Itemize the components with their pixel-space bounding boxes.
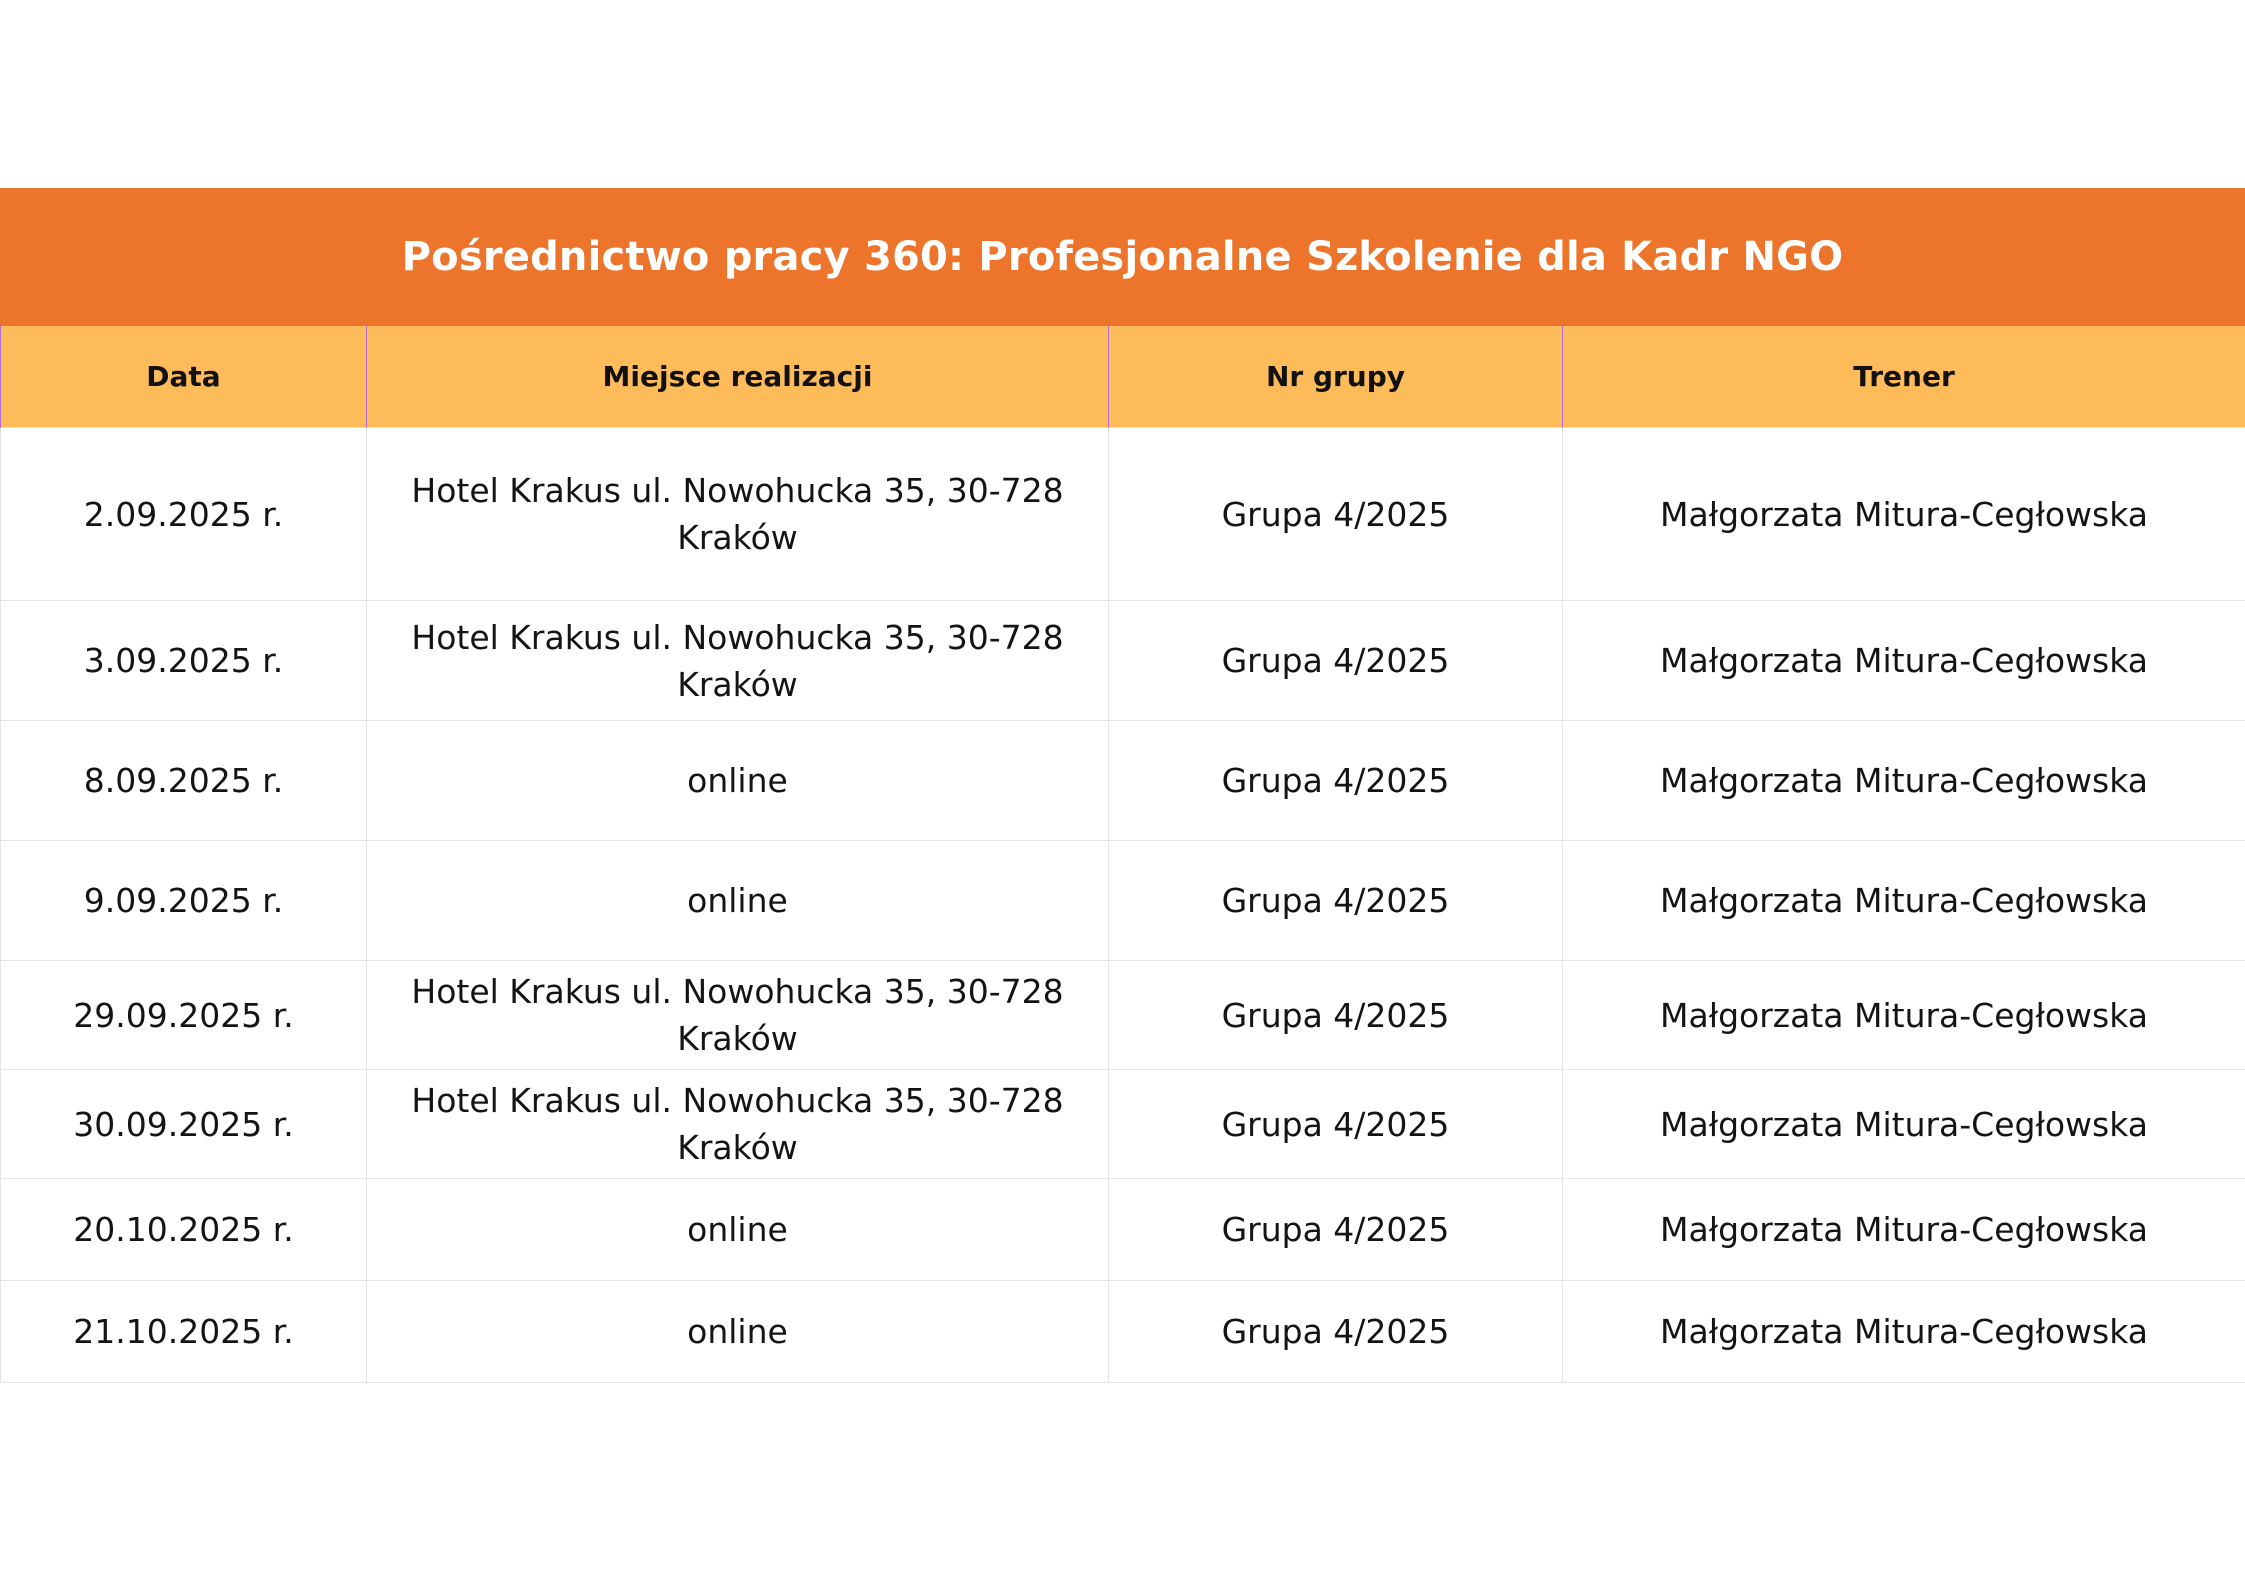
date-cell: 30.09.2025 r. xyxy=(1,1070,367,1179)
date-cell: 20.10.2025 r. xyxy=(1,1179,367,1281)
date-cell: 29.09.2025 r. xyxy=(1,961,367,1070)
header-row xyxy=(1,326,2245,428)
table-row xyxy=(1,428,2245,601)
trainer-cell: Małgorzata Mitura-Cegłowska xyxy=(1563,721,2245,841)
trainer-cell: Małgorzata Mitura-Cegłowska xyxy=(1563,1281,2245,1383)
table-row xyxy=(1,601,2245,721)
date-cell: 21.10.2025 r. xyxy=(1,1281,367,1383)
trainer-cell: Małgorzata Mitura-Cegłowska xyxy=(1563,1070,2245,1179)
trainer-cell: Małgorzata Mitura-Cegłowska xyxy=(1563,841,2245,961)
trainer-cell: Małgorzata Mitura-Cegłowska xyxy=(1563,428,2245,601)
group-cell: Grupa 4/2025 xyxy=(1109,841,1563,961)
group-cell: Grupa 4/2025 xyxy=(1109,961,1563,1070)
date-cell: 9.09.2025 r. xyxy=(1,841,367,961)
date-cell: 8.09.2025 r. xyxy=(1,721,367,841)
table-title: Pośrednictwo pracy 360: Profesjonalne Szkolenie dla Kadr NGO xyxy=(0,188,2245,326)
date-cell: 3.09.2025 r. xyxy=(1,601,367,721)
location-cell: online xyxy=(367,1281,1109,1383)
table-row xyxy=(1,1070,2245,1179)
table-row xyxy=(1,961,2245,1070)
trainer-cell: Małgorzata Mitura-Cegłowska xyxy=(1563,1179,2245,1281)
column-header-trainer: Trener xyxy=(1563,326,2245,428)
trainer-cell: Małgorzata Mitura-Cegłowska xyxy=(1563,961,2245,1070)
group-cell: Grupa 4/2025 xyxy=(1109,1281,1563,1383)
column-header-location: Miejsce realizacji xyxy=(367,326,1109,428)
date-cell: 2.09.2025 r. xyxy=(1,428,367,601)
column-header-group: Nr grupy xyxy=(1109,326,1563,428)
table-row xyxy=(1,1179,2245,1281)
schedule-table xyxy=(0,326,2245,1383)
location-cell: Hotel Krakus ul. Nowohucka 35, 30-728 Kraków xyxy=(367,1070,1109,1179)
location-cell: online xyxy=(367,841,1109,961)
group-cell: Grupa 4/2025 xyxy=(1109,1179,1563,1281)
group-cell: Grupa 4/2025 xyxy=(1109,428,1563,601)
table-row xyxy=(1,721,2245,841)
table-row xyxy=(1,1281,2245,1383)
group-cell: Grupa 4/2025 xyxy=(1109,721,1563,841)
column-header-date: Data xyxy=(1,326,367,428)
location-cell: Hotel Krakus ul. Nowohucka 35, 30-728 Kraków xyxy=(367,428,1109,601)
group-cell: Grupa 4/2025 xyxy=(1109,1070,1563,1179)
location-cell: Hotel Krakus ul. Nowohucka 35, 30-728 Kraków xyxy=(367,961,1109,1070)
location-cell: online xyxy=(367,1179,1109,1281)
table-row xyxy=(1,841,2245,961)
schedule-sheet xyxy=(0,188,2245,1383)
trainer-cell: Małgorzata Mitura-Cegłowska xyxy=(1563,601,2245,721)
location-cell: online xyxy=(367,721,1109,841)
group-cell: Grupa 4/2025 xyxy=(1109,601,1563,721)
location-cell: Hotel Krakus ul. Nowohucka 35, 30-728 Kraków xyxy=(367,601,1109,721)
